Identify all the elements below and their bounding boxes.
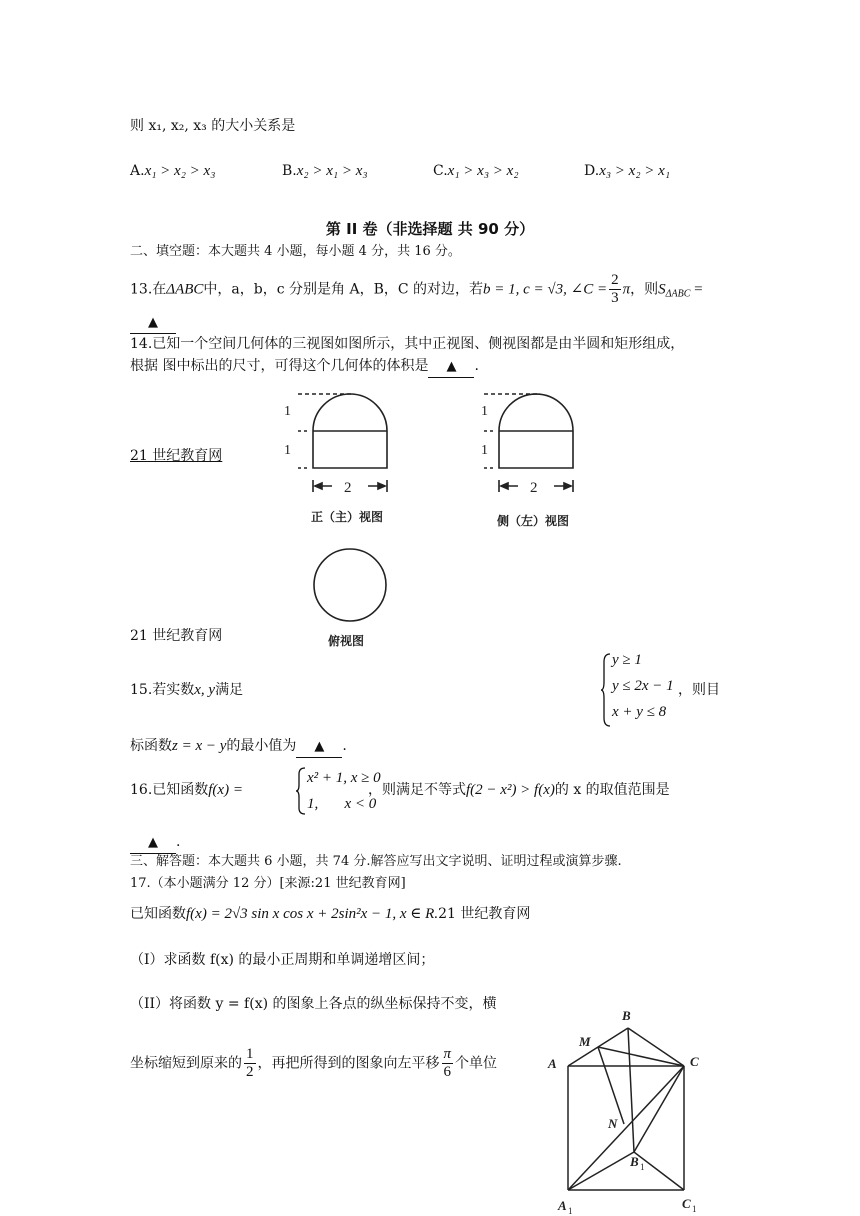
q14-line1: 14.已知一个空间几何体的三视图如图所示，其中正视图、侧视图都是由半圆和矩形组成，	[130, 336, 685, 352]
prism-label-c1: C	[682, 1196, 691, 1211]
side-view	[484, 394, 573, 492]
q13-condition: b = 1, c = √3, ∠C =	[483, 281, 608, 298]
front-view-caption: 正（主）视图	[311, 510, 384, 524]
q16-condition	[368, 780, 670, 800]
q15-answer-mark: ▲	[296, 737, 342, 758]
q17-shift-den: 6	[443, 1064, 451, 1080]
prism-label-a1: A	[558, 1198, 567, 1213]
q13-answer-blank	[130, 312, 176, 334]
q15-vars: x, y	[194, 682, 216, 698]
q16-mid: ，则满足不等式	[368, 782, 466, 798]
q16-case-2: 1, x < 0	[307, 796, 377, 812]
side-dim-1b: 1	[481, 443, 488, 458]
q17-part1: （I）求函数 f(x) 的最小正周期和单调递增区间；	[130, 952, 435, 968]
q16-inequality: f(2 − x²) > f(x)	[466, 782, 555, 798]
front-dim-1a: 1	[284, 404, 291, 419]
q17-given	[130, 904, 530, 924]
q15-constraint-2: y ≤ 2x − 1	[612, 678, 674, 694]
q15-objective-tail: 的最小值为	[226, 738, 297, 754]
q13-pi: π	[622, 281, 631, 298]
prism-label-n: N	[608, 1116, 618, 1131]
side-view-caption: 侧（左）视图	[497, 514, 570, 528]
option-b	[282, 163, 368, 180]
q13-triangle: ΔABC	[166, 281, 204, 298]
q17-shrink-prefix: 坐标缩短到原来的	[130, 1055, 242, 1072]
option-a-letter: A.	[130, 163, 145, 179]
prism-label-b1: B	[630, 1154, 639, 1169]
option-b-letter: B.	[282, 163, 297, 179]
q12-stem: 则 x₁, x₂, x₃ 的大小关系是	[130, 118, 296, 134]
watermark-2: 21 世纪教育网	[130, 628, 223, 644]
q17-shift-num: π	[443, 1046, 452, 1062]
option-d-expr: x₃ > x₂ > x₁	[599, 163, 671, 179]
q16-fx: f(x) =	[208, 782, 243, 798]
q13-frac-num: 2	[611, 272, 619, 288]
q15-brace	[600, 652, 612, 728]
q17-given-expr: f(x) = 2√3 sin x cos x + 2sin²x − 1, x ∈ R.	[186, 906, 439, 922]
top-view-circle	[314, 549, 386, 621]
q15-prefix: 15.若实数	[130, 682, 195, 698]
prism-label-a: A	[548, 1056, 557, 1071]
option-c-expr: x₁ > x₃ > x₂	[447, 163, 519, 179]
option-a-expr: x₁ > x₂ > x₃	[144, 163, 216, 179]
q13-fraction	[609, 272, 621, 307]
q16-line	[130, 780, 243, 800]
prism-sub-a1: 1	[568, 1206, 573, 1216]
q16-tail: 的 x 的取值范围是	[554, 782, 670, 798]
prism-figure	[540, 1000, 720, 1216]
q17-shift-fraction	[442, 1046, 454, 1081]
q17-part2-line2	[130, 1046, 497, 1081]
q17-shift-tail: 个单位	[455, 1055, 498, 1072]
q15-constraint-3: x + y ≤ 8	[612, 704, 667, 720]
q15-constraint-1: y ≥ 1	[612, 652, 642, 668]
solve-header: 三、解答题：本大题共 6 小题，共 74 分.解答应写出文字说明、证明过程或演算步骤.	[130, 854, 622, 869]
top-view-caption: 俯视图	[328, 634, 365, 648]
front-dim-2: 2	[344, 480, 352, 496]
q15-line1	[130, 680, 243, 700]
q13-tail: ，则	[630, 281, 659, 298]
prism-label-c: C	[690, 1054, 699, 1069]
q16-prefix: 16.已知函数	[130, 782, 209, 798]
q13-equals: =	[690, 281, 703, 298]
side-dim-2: 2	[530, 480, 538, 496]
q17-half-num: 1	[246, 1046, 254, 1062]
watermark-1: 21 世纪教育网	[130, 448, 223, 464]
option-d-letter: D.	[584, 163, 600, 179]
q17-part2-line1: （II）将函数 y = f(x) 的图象上各点的纵坐标保持不变，横	[130, 996, 497, 1012]
q16-answer-blank: ▲ .	[130, 832, 180, 854]
q15-mid: 满足	[215, 682, 244, 698]
front-dim-1b: 1	[284, 443, 291, 458]
side-dim-1a: 1	[481, 404, 488, 419]
option-c	[433, 163, 519, 180]
option-d	[584, 163, 670, 180]
q17-given-prefix: 已知函数	[130, 906, 186, 922]
q13-prefix: 13.在	[130, 281, 167, 298]
q15-objective-prefix: 标函数	[130, 738, 172, 754]
q17-shift-mid: ，再把所得到的图象向左平移	[257, 1055, 440, 1072]
q17-given-tail: 21 世纪教育网	[438, 906, 531, 922]
fill-header: 二、填空题：本大题共 4 小题，每小题 4 分，共 16 分。	[130, 244, 461, 259]
q15-objective: z = x − y	[172, 738, 227, 754]
q13-frac-den: 3	[611, 290, 619, 306]
q17-half-fraction	[244, 1046, 256, 1081]
q14-line2-text: 根据 图中标出的尺寸，可得这个几何体的体积是	[130, 358, 429, 374]
q16-brace	[296, 766, 306, 816]
prism-label-b: B	[622, 1008, 631, 1023]
prism-label-m: M	[579, 1034, 591, 1049]
q16-answer-mark: ▲	[130, 833, 176, 854]
front-view	[298, 394, 387, 492]
prism-sub-b1: 1	[640, 1162, 645, 1172]
q14-line2: 根据 图中标出的尺寸，可得这个几何体的体积是 ▲ .	[130, 356, 479, 378]
q15-line2: 标函数z = x − y的最小值为 ▲ .	[130, 736, 347, 758]
q14-answer-mark: ▲	[428, 357, 474, 378]
prism-sub-c1: 1	[692, 1204, 697, 1214]
q13-answer-mark: ▲	[130, 313, 176, 334]
q13-area-sub: ΔABC	[665, 288, 691, 300]
q15-tail: ，则目	[678, 682, 720, 698]
q17-half-den: 2	[246, 1064, 254, 1080]
q13-mid: 中，a，b，c 分别是角 A，B，C 的对边，若	[203, 281, 484, 298]
option-b-expr: x₂ > x₁ > x₃	[296, 163, 368, 179]
option-c-letter: C.	[433, 163, 448, 179]
q13-line	[130, 272, 703, 307]
q16-case-1: x² + 1, x ≥ 0	[307, 770, 381, 786]
section-title: 第 II 卷（非选择题 共 90 分）	[325, 220, 535, 238]
q13-area-label: S	[658, 281, 666, 298]
option-a	[130, 163, 215, 180]
q17-title: 17.（本小题满分 12 分）[来源:21 世纪教育网]	[130, 876, 406, 891]
